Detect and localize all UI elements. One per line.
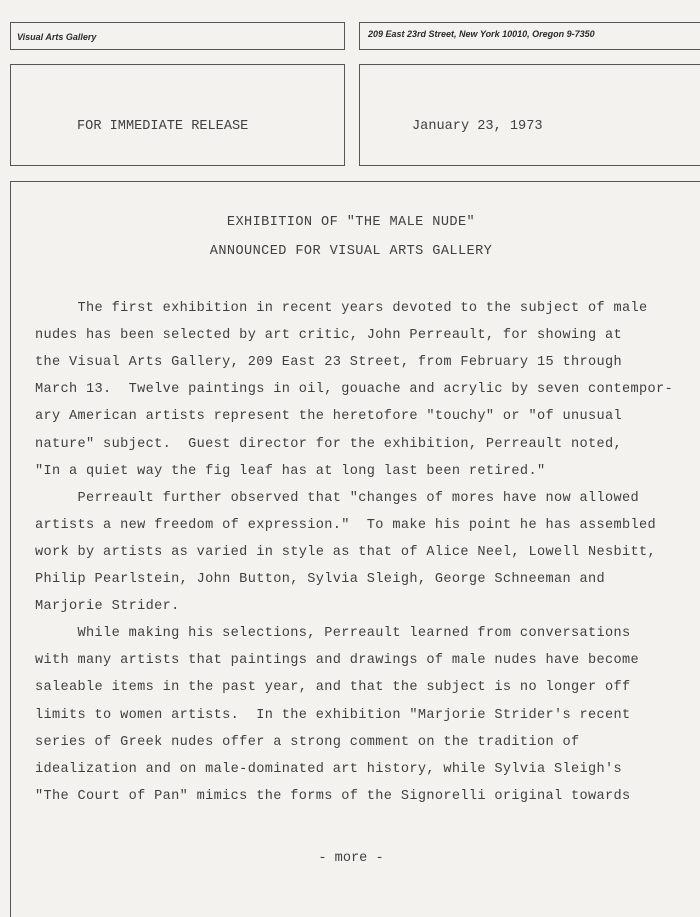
release-label: FOR IMMEDIATE RELEASE: [77, 119, 249, 134]
letterhead-address-box: [359, 22, 700, 50]
body-line: March 13. Twelve paintings in oil, gouache and acrylic by seven contempor-: [35, 382, 674, 398]
body-line: Perreault further observed that "changes of mores have now allowed: [35, 490, 640, 506]
release-label-box: [10, 64, 345, 166]
body-line: "The Court of Pan" mimics the forms of the Signorelli original towards: [35, 788, 631, 804]
press-release-body: [10, 181, 700, 917]
org-name: Visual Arts Gallery: [17, 32, 97, 42]
body-line: nature" subject. Guest director for the exhibition, Perreault noted,: [35, 436, 623, 452]
body-line: Marjorie Strider.: [35, 599, 180, 615]
body-line: "In a quiet way the fig leaf has at long last been retired.": [35, 463, 546, 479]
body-line: saleable items in the past year, and that the subject is no longer off: [35, 680, 631, 696]
letterhead-org-box: [10, 22, 345, 50]
body-line: artists a new freedom of expression." To make his point he has assembled: [35, 517, 657, 533]
org-address: 209 East 23rd Street, New York 10010, Oregon 9-7350: [368, 29, 595, 39]
body-line: work by artists as varied in style as that of Alice Neel, Lowell Nesbitt,: [35, 544, 657, 560]
headline-line-2: ANNOUNCED FOR VISUAL ARTS GALLERY: [209, 244, 493, 259]
body-line: The first exhibition in recent years devoted to the subject of male: [35, 301, 648, 316]
body-line: the Visual Arts Gallery, 209 East 23 Street, from February 15 through: [35, 355, 623, 371]
release-date: January 23, 1973: [412, 119, 543, 134]
body-line: idealization and on male-dominated art history, while Sylvia Sleigh's: [35, 761, 623, 777]
body-line: While making his selections, Perreault learned from conversations: [35, 626, 631, 642]
body-line: series of Greek nudes offer a strong comment on the tradition of: [35, 734, 580, 750]
body-line: nudes has been selected by art critic, John Perreault, for showing at: [35, 328, 623, 344]
body-line: Philip Pearlstein, John Button, Sylvia Sleigh, George Schneeman and: [35, 572, 606, 587]
headline-line-1: EXHIBITION OF "THE MALE NUDE": [226, 215, 476, 230]
body-line: limits to women artists. In the exhibition "Marjorie Strider's recent: [35, 707, 631, 723]
more-indicator: - more -: [318, 851, 384, 866]
body-line: with many artists that paintings and drawings of male nudes have become: [35, 653, 640, 669]
body-line: ary American artists represent the heretofore "touchy" or "of unusual: [35, 409, 623, 425]
release-date-box: [359, 64, 700, 166]
